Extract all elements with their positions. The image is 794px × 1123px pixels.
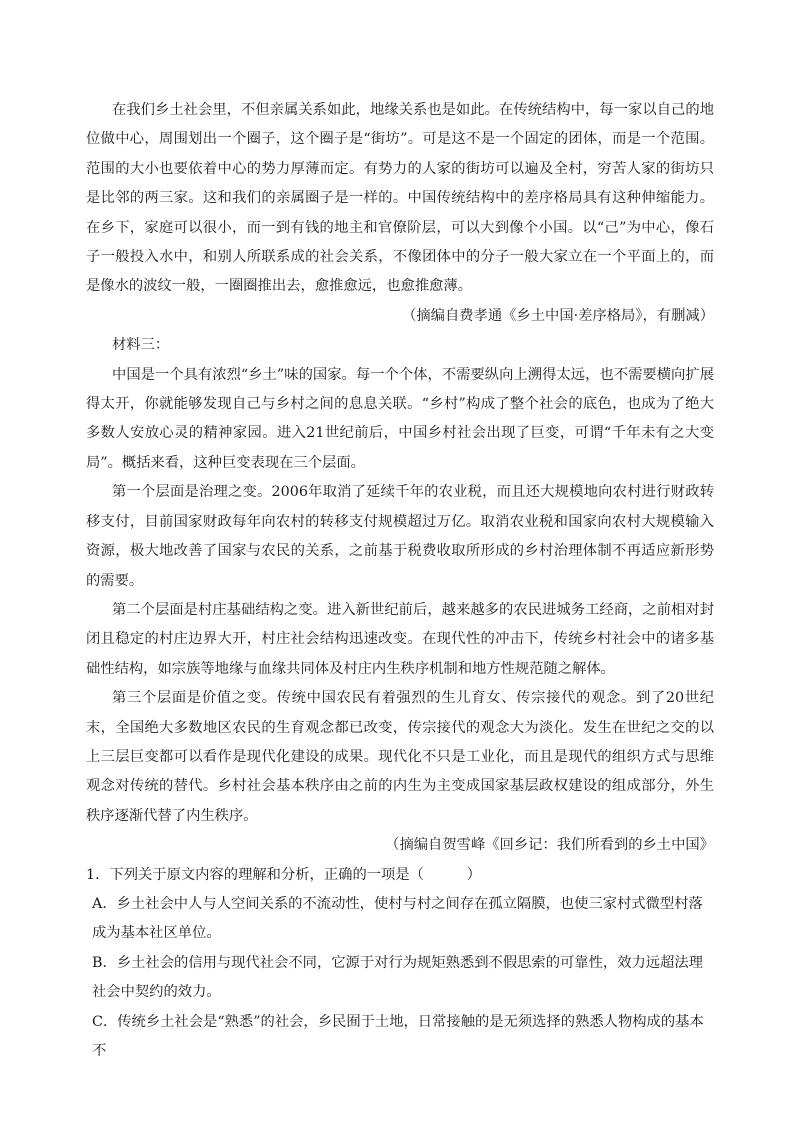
material2-source: （摘编自费孝通《乡土中国·差序格局》，有删减） bbox=[402, 307, 714, 324]
question-1-stem: 1．下列关于原文内容的理解和分析，正确的一项是（ ） bbox=[86, 866, 482, 883]
option-c-label: C． bbox=[92, 1013, 118, 1030]
material3-heading: 材料三： bbox=[112, 337, 170, 354]
material3-paragraph-1: 中国是一个具有浓烈“乡土”味的国家。每一个个体，不需要纵向上溯得太远，也不需要横向扩展得太开，你就能够发现自己与乡村之间的息息关联。“乡村”构成了整个社会的底色，也成为了绝大多数人安放心灵的精神家园。进入21世纪前后，中国乡村社会出现了巨变，可谓“千年未有之大变局”。概括来看，这种巨变表现在三个层面。 bbox=[86, 366, 714, 471]
option-a-text: 乡土社会中人与人空间关系的不流动性，使村与村之间存在孤立隔膜，也使三家村式微型村落成为基本社区单位。 bbox=[92, 895, 703, 942]
document-content bbox=[86, 96, 714, 1066]
material3-paragraph-2: 第一个层面是治理之变。2006年取消了延续千年的农业税，而且还大规模地向农村进行财政转移支付，目前国家财政每年向农村的转移支付规模超过万亿。取消农业税和国家向农村大规模输入资源，极大地改善了国家与农民的关系，之前基于税费收取所形成的乡村治理体制不再适应新形势的需要。 bbox=[86, 484, 714, 589]
material3-paragraph-4: 第三个层面是价值之变。传统中国农民有着强烈的生儿育女、传宗接代的观念。到了20世纪末，全国绝大多数地区农民的生育观念都已改变，传宗接代的观念大为淡化。发生在世纪之交的以上三层巨变都可以看作是现代化建设的成果。现代化不只是工业化，而且是现代的组织方式与思维观念对传统的替代。乡村社会基本秩序由之前的内生为主变成国家基层政权建设的组成部分，外生秩序逐渐代替了内生秩序。 bbox=[86, 690, 714, 824]
question-1-option-b[interactable] bbox=[86, 949, 714, 1008]
option-c-text: 传统乡土社会是“熟悉”的社会，乡民囿于土地，日常接触的是无须选择的熟悉人物构成的基本不 bbox=[92, 1013, 704, 1059]
question-1-option-c[interactable] bbox=[86, 1008, 714, 1067]
option-a-label: A． bbox=[92, 895, 117, 912]
material2-paragraph: 在我们乡土社会里，不但亲属关系如此，地缘关系也是如此。在传统结构中，每一家以自己的地位做中心，周围划出一个圈子，这个圈子是“街坊”。可是这不是一个固定的团体，而是一个范围。范围的大小也要依着中心的势力厚薄而定。有势力的人家的街坊可以遍及全村，穷苦人家的街坊只是比邻的两三家。这和我们的亲属圈子是一样的。中国传统结构中的差序格局具有这种伸缩能力。在乡下，家庭可以很小，而一到有钱的地主和官僚阶层，可以大到像个小国。以“己”为中心，像石子一般投入水中，和别人所联系成的社会关系，不像团体中的分子一般大家立在一个平面上的，而是像水的波纹一般，一圈圈推出去，愈推愈远，也愈推愈薄。 bbox=[86, 102, 714, 295]
question-1-option-a[interactable] bbox=[86, 890, 714, 949]
option-b-text: 乡土社会的信用与现代社会不同，它源于对行为规矩熟悉到不假思索的可靠性，效力远超法理社会中契约的效力。 bbox=[92, 954, 703, 1001]
material3-paragraph-3: 第二个层面是村庄基础结构之变。进入新世纪前后，越来越多的农民进城务工经商，之前相对封闭且稳定的村庄边界大开，村庄社会结构迅速改变。在现代性的冲击下，传统乡村社会中的诸多基础性结构，如宗族等地缘与血缘共同体及村庄内生秩序机制和地方性规范随之解体。 bbox=[86, 601, 714, 677]
material3-source: （摘编自贺雪峰《回乡记：我们所看到的乡土中国》 bbox=[385, 837, 714, 854]
option-b-label: B． bbox=[92, 954, 117, 971]
